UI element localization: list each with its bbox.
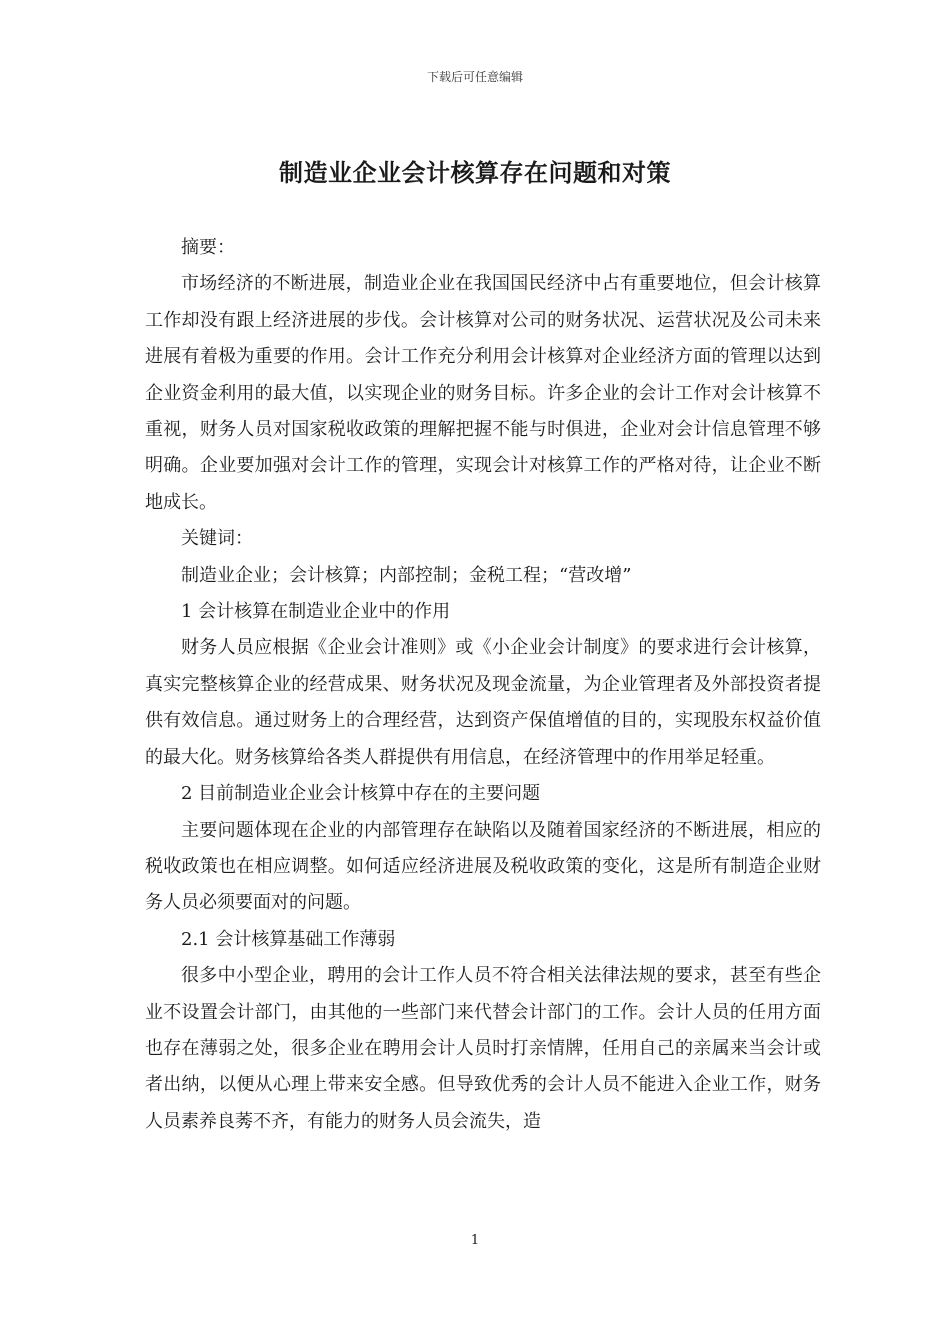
section-2-paragraph: 主要问题体现在企业的内部管理存在缺陷以及随着国家经济的不断进展，相应的税收政策也在相应调整。如何适应经济进展及税收政策的变化，这是所有制造企业财务人员必须要面对的问题。	[145, 819, 821, 914]
section-2-heading: 2 目前制造业企业会计核算中存在的主要问题	[181, 783, 541, 805]
abstract-label: 摘要：	[181, 237, 235, 258]
document-title: 制造业企业会计核算存在问题和对策	[279, 158, 671, 187]
keywords-label: 关键词：	[181, 528, 253, 550]
page-number: 1	[470, 1233, 480, 1248]
section-1-paragraph: 财务人员应根据《企业会计准则》或《小企业会计制度》的要求进行会计核算，真实完整核算企业的经营成果、财务状况及现金流量，为企业管理者及外部投资者提供有效信息。通过财务上的合理经营，达到资产保值增值的目的，实现股东权益价值的最大化。财务核算给各类人群提供有用信息，在经济管理中的作用举足轻重。	[145, 637, 821, 768]
section-1-heading: 1 会计核算在制造业企业中的作用	[181, 601, 451, 623]
section-2-1-paragraph: 很多中小型企业，聘用的会计工作人员不符合相关法律法规的要求，甚至有些企业不设置会计部门，由其他的一些部门来代替会计部门的工作。会计人员的任用方面也存在薄弱之处，很多企业在聘用会计人员时打亲情牌，任用自己的亲属来当会计或者出纳，以便从心理上带来安全感。但导致优秀的会计人员不能进入企业工作，财务人员素养良莠不齐，有能力的财务人员会流失，造	[145, 965, 821, 1132]
section-2-1-heading: 2.1 会计核算基础工作薄弱	[181, 928, 396, 950]
header-note: 下载后可任意编辑	[426, 70, 523, 84]
keywords-paragraph: 制造业企业；会计核算；内部控制；金税工程；“营改增”	[181, 564, 632, 586]
abstract-paragraph: 市场经济的不断进展，制造业企业在我国国民经济中占有重要地位，但会计核算工作却没有跟上经济进展的步伐。会计核算对公司的财务状况、运营状况及公司未来进展有着极为重要的作用。会计工作充分利用会计核算对企业经济方面的管理以达到企业资金利用的最大值，以实现企业的财务目标。许多企业的会计工作对会计核算不重视，财务人员对国家税收政策的理解把握不能与时俱进，企业对会计信息管理不够明确。企业要加强对会计工作的管理，实现会计对核算工作的严格对待，让企业不断地成长。	[145, 273, 821, 513]
document-body	[145, 230, 821, 1140]
